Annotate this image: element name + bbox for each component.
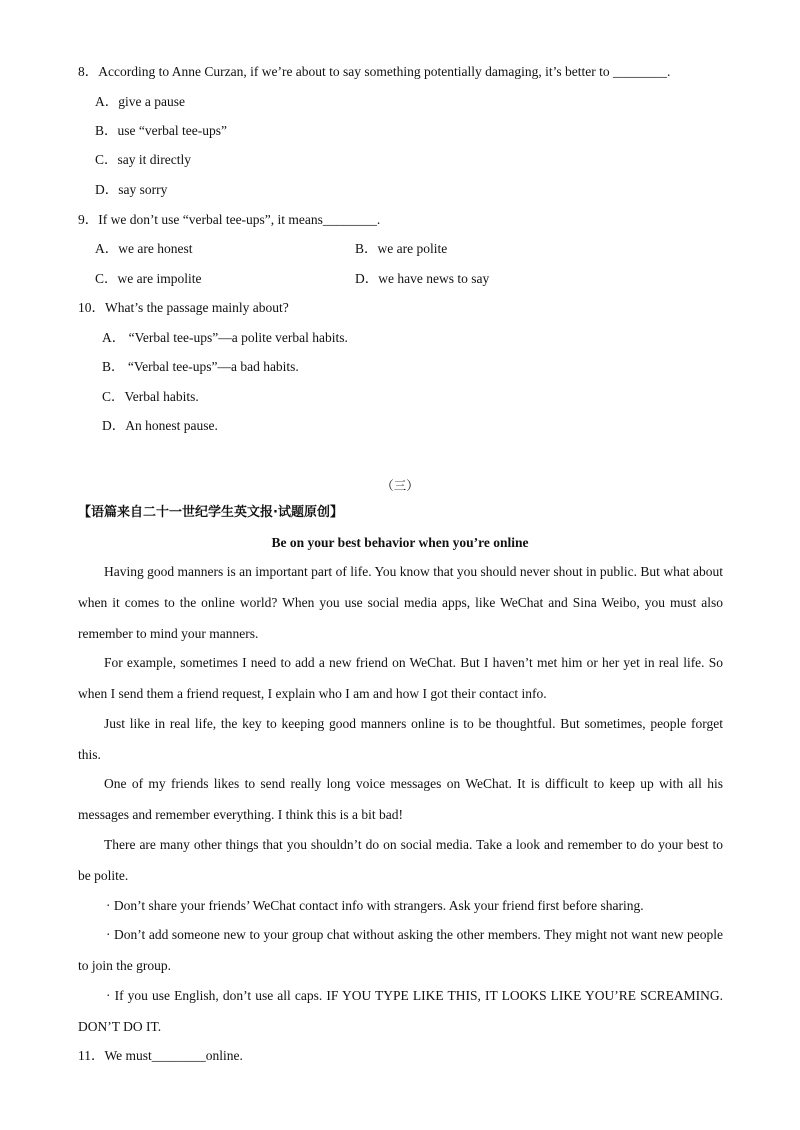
passage-paragraph-3: Just like in real life, the key to keeping good manners online is to be thoughtful. But sometimes, people forget this. bbox=[78, 716, 723, 762]
question-10-option-b[interactable]: B． “Verbal tee-ups”—a bad habits. bbox=[102, 359, 299, 374]
question-10-option-d[interactable]: D．An honest pause. bbox=[102, 418, 218, 433]
question-10-option-a[interactable]: A． “Verbal tee-ups”—a polite verbal habits. bbox=[102, 330, 348, 345]
question-8-option-c[interactable]: C．say it directly bbox=[95, 152, 191, 167]
passage-bullet-3: · If you use English, don’t use all caps. IF YOU TYPE LIKE THIS, IT LOOKS LIKE YOU’RE SCREAMING. DON’T DO IT. bbox=[78, 988, 723, 1034]
passage-paragraph-5: There are many other things that you shouldn’t do on social media. Take a look and remember to do your best to be polite. bbox=[78, 837, 723, 883]
passage-paragraph-4: One of my friends likes to send really long voice messages on WeChat. It is difficult to keep up with all his messages and remember everything. I think this is a bit bad! bbox=[78, 776, 723, 822]
passage-paragraph-2: For example, sometimes I need to add a new friend on WeChat. But I haven’t met him or her yet in real life. So when I send them a friend request, I explain who I am and how I got their contact info. bbox=[78, 655, 723, 701]
question-9-stem: 9．If we don’t use “verbal tee-ups”, it means________. bbox=[78, 212, 381, 227]
section-number: （三） bbox=[381, 479, 419, 493]
question-8-option-d[interactable]: D．say sorry bbox=[95, 182, 168, 197]
question-11-stem: 11．We must________online. bbox=[78, 1048, 243, 1063]
question-8-option-a[interactable]: A．give a pause bbox=[95, 94, 185, 109]
question-9-option-a[interactable]: A．we are honest bbox=[95, 241, 193, 256]
question-8-stem: 8．According to Anne Curzan, if we’re about to say something potentially damaging, it’s better to ________. bbox=[78, 64, 671, 79]
question-8-option-b[interactable]: B．use “verbal tee-ups” bbox=[95, 123, 227, 138]
question-9-option-b[interactable]: B．we are polite bbox=[355, 241, 448, 256]
question-9-option-c[interactable]: C．we are impolite bbox=[95, 271, 202, 286]
question-9-option-d[interactable]: D．we have news to say bbox=[355, 271, 490, 286]
section-source: 【语篇来自二十一世纪学生英文报·试题原创】 bbox=[78, 505, 343, 520]
passage-title: Be on your best behavior when you’re online bbox=[271, 535, 529, 550]
passage-paragraph-1: Having good manners is an important part of life. You know that you should never shout in public. But what about when it comes to the online world? When you use social media apps, like WeChat and Sina Weibo, you must also remember to mind your manners. bbox=[78, 564, 723, 641]
question-10-option-c[interactable]: C．Verbal habits. bbox=[102, 389, 199, 404]
question-10-stem: 10．What’s the passage mainly about? bbox=[78, 300, 289, 315]
passage-bullet-1: · Don’t share your friends’ WeChat contact info with strangers. Ask your friend first before sharing. bbox=[106, 898, 644, 913]
passage-bullet-2: · Don’t add someone new to your group chat without asking the other members. They might not want new people to join the group. bbox=[78, 927, 723, 973]
